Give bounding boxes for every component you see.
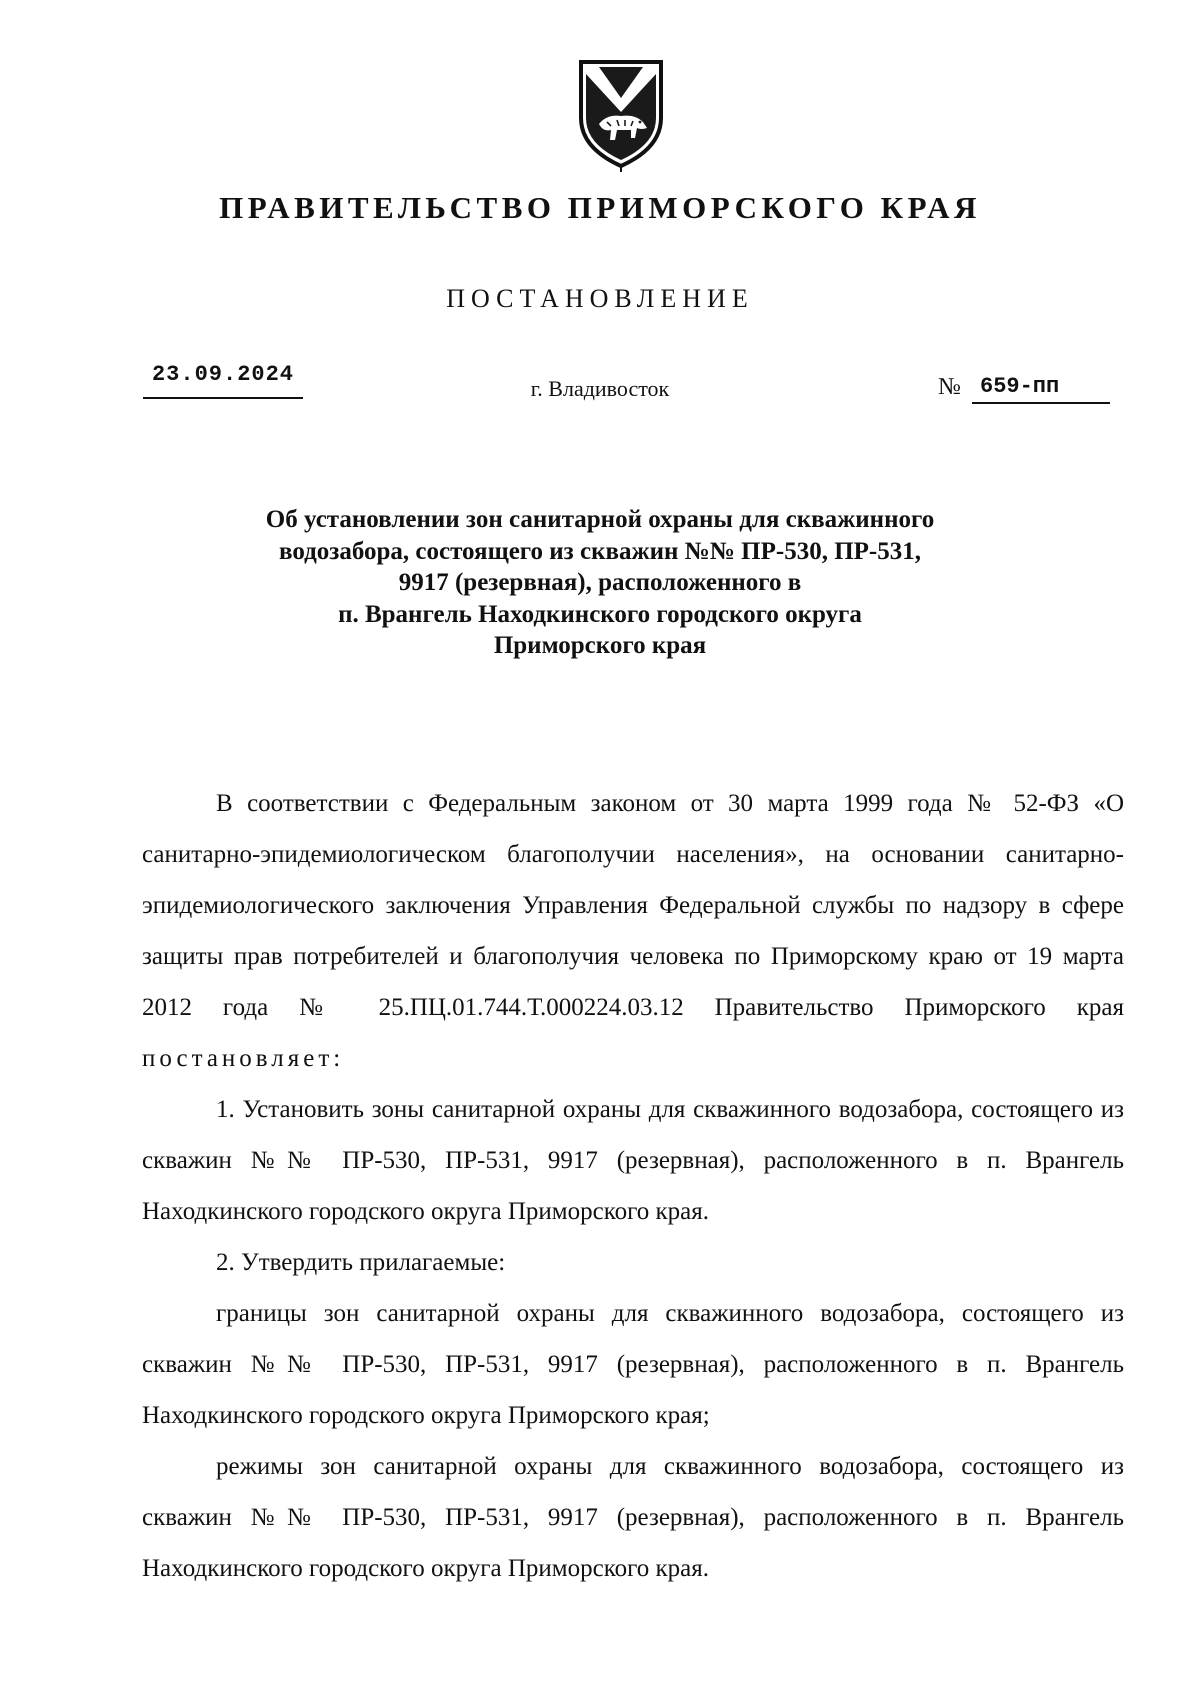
- document-number: 659-пп: [980, 374, 1060, 399]
- subject-line: водозабора, состоящего из скважин №№ ПР-530, ПР-531,: [279, 537, 921, 565]
- document-body: [142, 778, 1124, 1594]
- date-underline: [143, 397, 303, 399]
- subject-line: п. Врангель Находкинского городского округа: [338, 600, 862, 628]
- item-2-paragraph: 2. Утвердить прилагаемые:: [216, 1249, 506, 1276]
- document-subject: [150, 504, 1050, 662]
- preamble-paragraph: [142, 778, 1124, 1084]
- government-title: ПРАВИТЕЛЬСТВО ПРИМОРСКОГО КРАЯ: [219, 190, 981, 225]
- decree-word: постановляет:: [142, 1045, 345, 1072]
- document-date: 23.09.2024: [151, 362, 295, 387]
- preamble-text: В соответствии с Федеральным законом от 30 марта 1999 года № 52-ФЗ «О санитарно-эпидемиологическом благополучии населения», на основании санитарно-эпидемиологического заключения Управления Федеральной службы по надзору в сфере защиты прав потребителей и благополучия человека по Приморскому краю от 19 марта 2012 года № 25.ПЦ.01.744.Т.000224.03.12 Правительство Приморского края: [142, 790, 1124, 1021]
- document-type: ПОСТАНОВЛЕНИЕ: [446, 284, 754, 313]
- subject-line: 9917 (резервная), расположенного в: [398, 569, 802, 596]
- number-underline: [972, 402, 1110, 404]
- item-1-paragraph: 1. Установить зоны санитарной охраны для скважинного водозабора, состоящего из скважин №№ ПР-530, ПР-531, 9917 (резервная), расположенного в п. Врангель Находкинского городского округа Приморского края.: [142, 1096, 1124, 1225]
- subject-line: Приморского края: [493, 632, 707, 659]
- primorsky-krai-coat-of-arms-icon: [577, 58, 665, 174]
- item-2a-paragraph: границы зон санитарной охраны для скважинного водозабора, состоящего из скважин №№ ПР-530, ПР-531, 9917 (резервная), расположенного в п. Врангель Находкинского городского округа Приморского края;: [142, 1300, 1124, 1429]
- number-sign: №: [938, 374, 961, 400]
- item-2b-paragraph: режимы зон санитарной охраны для скважинного водозабора, состоящего из скважин №№ ПР-530, ПР-531, 9917 (резервная), расположенного в п. Врангель Находкинского городского округа Приморского края.: [142, 1453, 1124, 1582]
- document-city: г. Владивосток: [530, 376, 670, 401]
- subject-line: Об установлении зон санитарной охраны для скважинного: [265, 506, 935, 533]
